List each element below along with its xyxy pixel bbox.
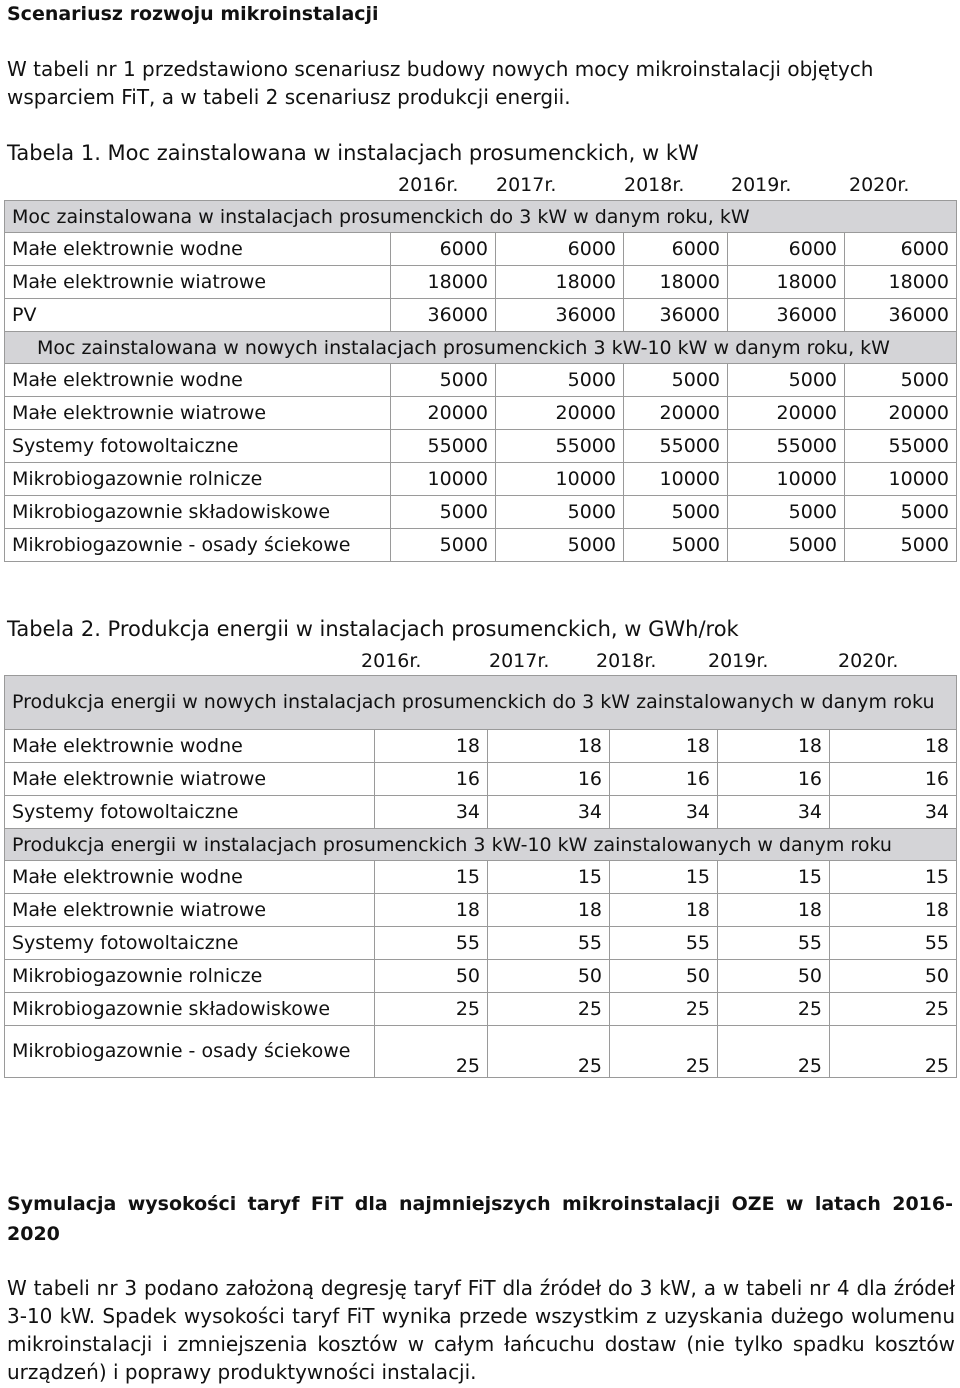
value-cell: 34	[488, 796, 610, 829]
table2-year: 2018r.	[596, 650, 657, 672]
table1-year: 2018r.	[624, 174, 685, 196]
value-cell: 34	[610, 796, 718, 829]
table-section-header	[5, 332, 957, 364]
value-cell: 34	[718, 796, 830, 829]
value-cell: 18	[375, 730, 488, 763]
row-label: Małe elektrownie wiatrowe	[5, 397, 391, 430]
value-cell: 16	[830, 763, 957, 796]
value-cell: 5000	[496, 529, 624, 562]
value-cell: 20000	[728, 397, 845, 430]
value-cell: 15	[488, 861, 610, 894]
section-title: Scenariusz rozwoju mikroinstalacji	[7, 3, 379, 25]
value-cell: 55000	[391, 430, 496, 463]
table2-year: 2019r.	[708, 650, 769, 672]
table1-caption: Tabela 1. Moc zainstalowana w instalacjach prosumenckich, w kW	[7, 141, 699, 165]
value-cell: 50	[610, 960, 718, 993]
table2	[4, 675, 957, 1078]
table-row	[5, 796, 957, 829]
value-cell: 55000	[496, 430, 624, 463]
value-cell: 18000	[391, 266, 496, 299]
value-cell: 5000	[845, 529, 957, 562]
value-cell: 25	[375, 993, 488, 1026]
table-row	[5, 496, 957, 529]
value-cell: 6000	[845, 233, 957, 266]
table1-year: 2016r.	[398, 174, 459, 196]
table-row	[5, 894, 957, 927]
row-label: Małe elektrownie wodne	[5, 730, 375, 763]
section-header-cell: Moc zainstalowana w nowych instalacjach prosumenckich 3 kW-10 kW w danym roku, kW	[5, 332, 957, 364]
value-cell: 36000	[845, 299, 957, 332]
value-cell: 10000	[845, 463, 957, 496]
value-cell: 18000	[496, 266, 624, 299]
row-label: Małe elektrownie wodne	[5, 233, 391, 266]
value-cell: 25	[488, 1026, 610, 1078]
value-cell: 18	[375, 894, 488, 927]
table-row	[5, 430, 957, 463]
row-label: Małe elektrownie wiatrowe	[5, 894, 375, 927]
value-cell: 50	[488, 960, 610, 993]
table-row	[5, 299, 957, 332]
row-label: Mikrobiogazownie - osady ściekowe	[5, 1026, 375, 1078]
value-cell: 25	[718, 1026, 830, 1078]
table-section-header	[5, 829, 957, 861]
table1-year: 2017r.	[496, 174, 557, 196]
value-cell: 10000	[391, 463, 496, 496]
value-cell: 5000	[728, 529, 845, 562]
value-cell: 18	[830, 730, 957, 763]
value-cell: 50	[375, 960, 488, 993]
value-cell: 36000	[728, 299, 845, 332]
value-cell: 36000	[496, 299, 624, 332]
row-label: Małe elektrownie wodne	[5, 861, 375, 894]
value-cell: 5000	[728, 364, 845, 397]
value-cell: 10000	[496, 463, 624, 496]
value-cell: 18	[830, 894, 957, 927]
value-cell: 55	[610, 927, 718, 960]
value-cell: 34	[830, 796, 957, 829]
value-cell: 34	[375, 796, 488, 829]
table-section-header	[5, 201, 957, 233]
value-cell: 16	[488, 763, 610, 796]
value-cell: 55	[375, 927, 488, 960]
row-label: Mikrobiogazownie składowiskowe	[5, 496, 391, 529]
value-cell: 16	[718, 763, 830, 796]
value-cell: 5000	[496, 496, 624, 529]
value-cell: 6000	[391, 233, 496, 266]
value-cell: 18000	[845, 266, 957, 299]
value-cell: 5000	[391, 364, 496, 397]
value-cell: 6000	[624, 233, 728, 266]
table-row	[5, 960, 957, 993]
table1	[4, 200, 957, 562]
value-cell: 5000	[728, 496, 845, 529]
value-cell: 15	[375, 861, 488, 894]
value-cell: 5000	[624, 364, 728, 397]
section-header-cell: Produkcja energii w instalacjach prosumenckich 3 kW-10 kW zainstalowanych w danym roku	[5, 829, 957, 861]
value-cell: 25	[488, 993, 610, 1026]
row-label: Systemy fotowoltaiczne	[5, 430, 391, 463]
value-cell: 16	[375, 763, 488, 796]
value-cell: 55	[830, 927, 957, 960]
value-cell: 5000	[845, 364, 957, 397]
row-label: Mikrobiogazownie rolnicze	[5, 463, 391, 496]
value-cell: 25	[830, 1026, 957, 1078]
value-cell: 15	[610, 861, 718, 894]
table2-caption: Tabela 2. Produkcja energii w instalacjach prosumenckich, w GWh/rok	[7, 617, 739, 641]
value-cell: 18000	[728, 266, 845, 299]
table-row	[5, 763, 957, 796]
table-row	[5, 927, 957, 960]
value-cell: 36000	[624, 299, 728, 332]
value-cell: 18	[610, 730, 718, 763]
value-cell: 5000	[496, 364, 624, 397]
value-cell: 25	[610, 993, 718, 1026]
table-row	[5, 1026, 957, 1078]
value-cell: 20000	[391, 397, 496, 430]
table-row	[5, 397, 957, 430]
table-row	[5, 463, 957, 496]
row-label: PV	[5, 299, 391, 332]
value-cell: 50	[830, 960, 957, 993]
value-cell: 25	[610, 1026, 718, 1078]
table-row	[5, 861, 957, 894]
table-row	[5, 266, 957, 299]
value-cell: 18	[488, 894, 610, 927]
value-cell: 10000	[728, 463, 845, 496]
table-row	[5, 529, 957, 562]
value-cell: 5000	[391, 529, 496, 562]
table-row	[5, 730, 957, 763]
table-row	[5, 233, 957, 266]
table2-year: 2017r.	[489, 650, 550, 672]
table1-years-row	[0, 173, 960, 197]
value-cell: 55000	[624, 430, 728, 463]
value-cell: 18	[610, 894, 718, 927]
table1-year: 2019r.	[731, 174, 792, 196]
value-cell: 55000	[845, 430, 957, 463]
row-label: Małe elektrownie wodne	[5, 364, 391, 397]
value-cell: 5000	[624, 496, 728, 529]
row-label: Mikrobiogazownie - osady ściekowe	[5, 529, 391, 562]
value-cell: 55	[488, 927, 610, 960]
table2-year: 2016r.	[361, 650, 422, 672]
value-cell: 6000	[496, 233, 624, 266]
table-row	[5, 993, 957, 1026]
row-label: Mikrobiogazownie składowiskowe	[5, 993, 375, 1026]
value-cell: 18000	[624, 266, 728, 299]
value-cell: 18	[718, 894, 830, 927]
value-cell: 25	[375, 1026, 488, 1078]
value-cell: 15	[830, 861, 957, 894]
value-cell: 18	[718, 730, 830, 763]
value-cell: 20000	[624, 397, 728, 430]
value-cell: 25	[830, 993, 957, 1026]
row-label: Małe elektrownie wiatrowe	[5, 763, 375, 796]
value-cell: 36000	[391, 299, 496, 332]
table-row	[5, 364, 957, 397]
row-label: Małe elektrownie wiatrowe	[5, 266, 391, 299]
intro-paragraph: W tabeli nr 1 przedstawiono scenariusz budowy nowych mocy mikroinstalacji objętych wsparciem FiT, a w tabeli 2 scenariusz produkcji energii.	[7, 57, 874, 109]
value-cell: 15	[718, 861, 830, 894]
value-cell: 5000	[391, 496, 496, 529]
value-cell: 50	[718, 960, 830, 993]
row-label: Mikrobiogazownie rolnicze	[5, 960, 375, 993]
table2-years-row	[0, 649, 960, 673]
table1-year: 2020r.	[849, 174, 910, 196]
value-cell: 55000	[728, 430, 845, 463]
value-cell: 5000	[624, 529, 728, 562]
value-cell: 5000	[845, 496, 957, 529]
row-label: Systemy fotowoltaiczne	[5, 927, 375, 960]
section-title: Symulacja wysokości taryf FiT dla najmniejszych mikroinstalacji OZE w latach 2016-2020	[7, 1193, 953, 1245]
value-cell: 20000	[845, 397, 957, 430]
table-section-header	[5, 676, 957, 730]
row-label: Systemy fotowoltaiczne	[5, 796, 375, 829]
value-cell: 20000	[496, 397, 624, 430]
section-header-cell: Produkcja energii w nowych instalacjach prosumenckich do 3 kW zainstalowanych w danym roku	[5, 676, 957, 730]
value-cell: 6000	[728, 233, 845, 266]
value-cell: 25	[718, 993, 830, 1026]
body-paragraph: W tabeli nr 3 podano założoną degresję taryf FiT dla źródeł do 3 kW, a w tabeli nr 4 dla źródeł 3-10 kW. Spadek wysokości taryf FiT wynika przede wszystkim z uzyskania dużego wolumenu mikroinstalacji i zmniejszenia kosztów w całym łańcuchu dostaw (nie tylko spadku kosztów urządzeń) i poprawy produktywności instalacji.	[7, 1276, 955, 1384]
section-header-cell: Moc zainstalowana w instalacjach prosumenckich do 3 kW w danym roku, kW	[5, 201, 957, 233]
value-cell: 18	[488, 730, 610, 763]
value-cell: 55	[718, 927, 830, 960]
table2-year: 2020r.	[838, 650, 899, 672]
value-cell: 16	[610, 763, 718, 796]
value-cell: 10000	[624, 463, 728, 496]
